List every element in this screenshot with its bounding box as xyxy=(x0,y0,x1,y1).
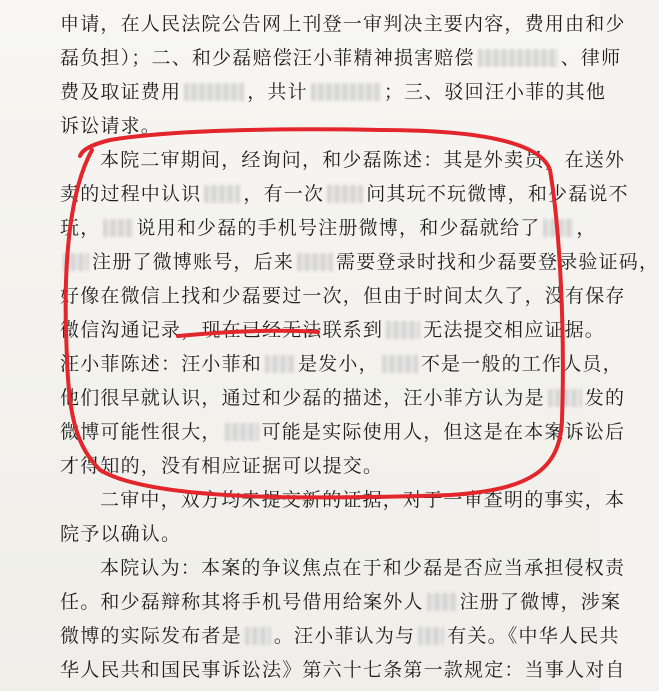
text-line-9: 好像在微信上找和少磊要过一次，但由于时间太久了，没有保存 xyxy=(60,285,626,307)
redacted-block xyxy=(204,185,240,203)
text-line-6: 卖的过程中认识 ，有一次 问其玩不玩微博，和少磊说不 xyxy=(60,183,629,205)
redacted-block xyxy=(382,355,418,373)
text-line-15: 二审中，双方均未提交新的证据，对于一审查明的事实，本 xyxy=(100,489,626,511)
redacted-block xyxy=(478,49,558,67)
text-line-13: 微博可能性很大， 可能是实际使用人，但这是在本案诉讼后 xyxy=(60,421,626,443)
text-line-3: 费及取证费用 ，共计 ；三、驳回汪小菲的其他 xyxy=(60,81,607,103)
redacted-block xyxy=(548,389,582,407)
text-line-4: 诉讼请求。 xyxy=(60,115,162,137)
redacted-block xyxy=(297,253,333,271)
redacted-block xyxy=(543,219,573,237)
redacted-block xyxy=(184,83,244,101)
text-line-17: 本院认为：本案的争议焦点在于和少磊是否应当承担侵权责 xyxy=(100,557,626,579)
redacted-block xyxy=(418,627,444,645)
text-line-12: 他们很早就认识，通过和少磊的描述，汪小菲方认为是 发的 xyxy=(60,387,626,409)
redacted-block xyxy=(63,253,89,271)
text-line-16: 院予以确认。 xyxy=(60,523,182,545)
redacted-block xyxy=(386,321,420,339)
text-line-5: 本院二审期间，经询问，和少磊陈述：其是外卖员，在送外 xyxy=(100,149,626,171)
text-line-7: 玩， 说用和少磊的手机号注册微博，和少磊就给了 ， xyxy=(60,217,597,239)
text-line-8: 注册了微博账号，后来 需要登录时找和少磊要登录验证码， xyxy=(60,250,600,274)
text-line-2: 磊负担）；二、和少磊赔偿汪小菲精神损害赔偿 、律师 xyxy=(60,47,622,69)
text-line-11: 汪小菲陈述：汪小菲和 是发小， 不是一般的工作人员， xyxy=(60,353,623,375)
redacted-block xyxy=(327,185,363,203)
redacted-block xyxy=(311,83,381,101)
text-line-14: 才得知的，没有相应证据可以提交。 xyxy=(60,455,384,477)
text-line-10: 微信沟通记录，现在已经无法联系到 无法提交相应证据。 xyxy=(60,319,606,341)
text-line-1: 申请，在人民法院公告网上刊登一审判决主要内容，费用由和少 xyxy=(60,13,626,35)
text-line-20: 华人民共和国民事诉讼法》第六十七条第一款规定：当事人对自 xyxy=(60,659,626,681)
redacted-block xyxy=(225,423,259,441)
redacted-block xyxy=(265,355,295,373)
text-line-18: 任。和少磊辩称其将手机号借用给案外人 注册了微博，涉案 xyxy=(60,591,622,613)
text-line-19: 微博的实际发布者是 。汪小菲认为与 有关。《中华人民共 xyxy=(60,625,620,647)
redacted-block xyxy=(427,593,457,611)
redacted-block xyxy=(245,627,271,645)
redacted-block xyxy=(103,219,133,237)
